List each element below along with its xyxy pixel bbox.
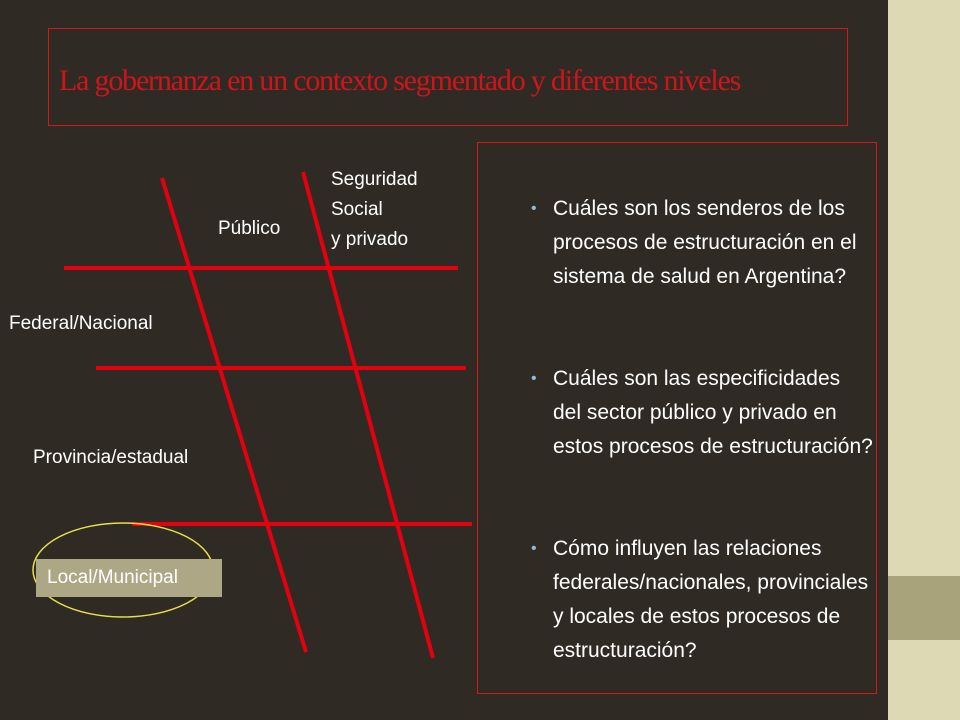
- label-seguridad-line1: Seguridad: [331, 169, 418, 190]
- slide-title: La gobernanza en un contexto segmentado y diferentes niveles: [59, 64, 741, 97]
- label-seguridad-line2: Social: [331, 199, 383, 220]
- bullet-dot-icon: •: [531, 200, 537, 217]
- side-accent-block: [888, 576, 960, 640]
- label-seguridad-line3: y privado: [331, 229, 409, 250]
- label-provincia: Provincia/estadual: [33, 447, 189, 468]
- label-local: Local/Municipal: [36, 559, 222, 597]
- question-text: Cómo influyen las relaciones federales/nacionales, provinciales y locales de estos procesos de estructuración?: [553, 537, 869, 662]
- label-federal: Federal/Nacional: [9, 313, 153, 334]
- questions-box: [477, 142, 877, 694]
- bullet-dot-icon: •: [531, 540, 537, 557]
- question-item: [531, 532, 873, 668]
- question-item: [531, 362, 873, 464]
- question-text: Cuáles son las especificidades del sector público y privado en estos procesos de estructuración?: [553, 367, 873, 458]
- question-item: [531, 192, 873, 294]
- question-text: Cuáles son los senderos de los procesos de estructuración en el sistema de salud en Argentina?: [553, 197, 857, 288]
- bullet-dot-icon: •: [531, 370, 537, 387]
- label-publico: Público: [218, 218, 281, 239]
